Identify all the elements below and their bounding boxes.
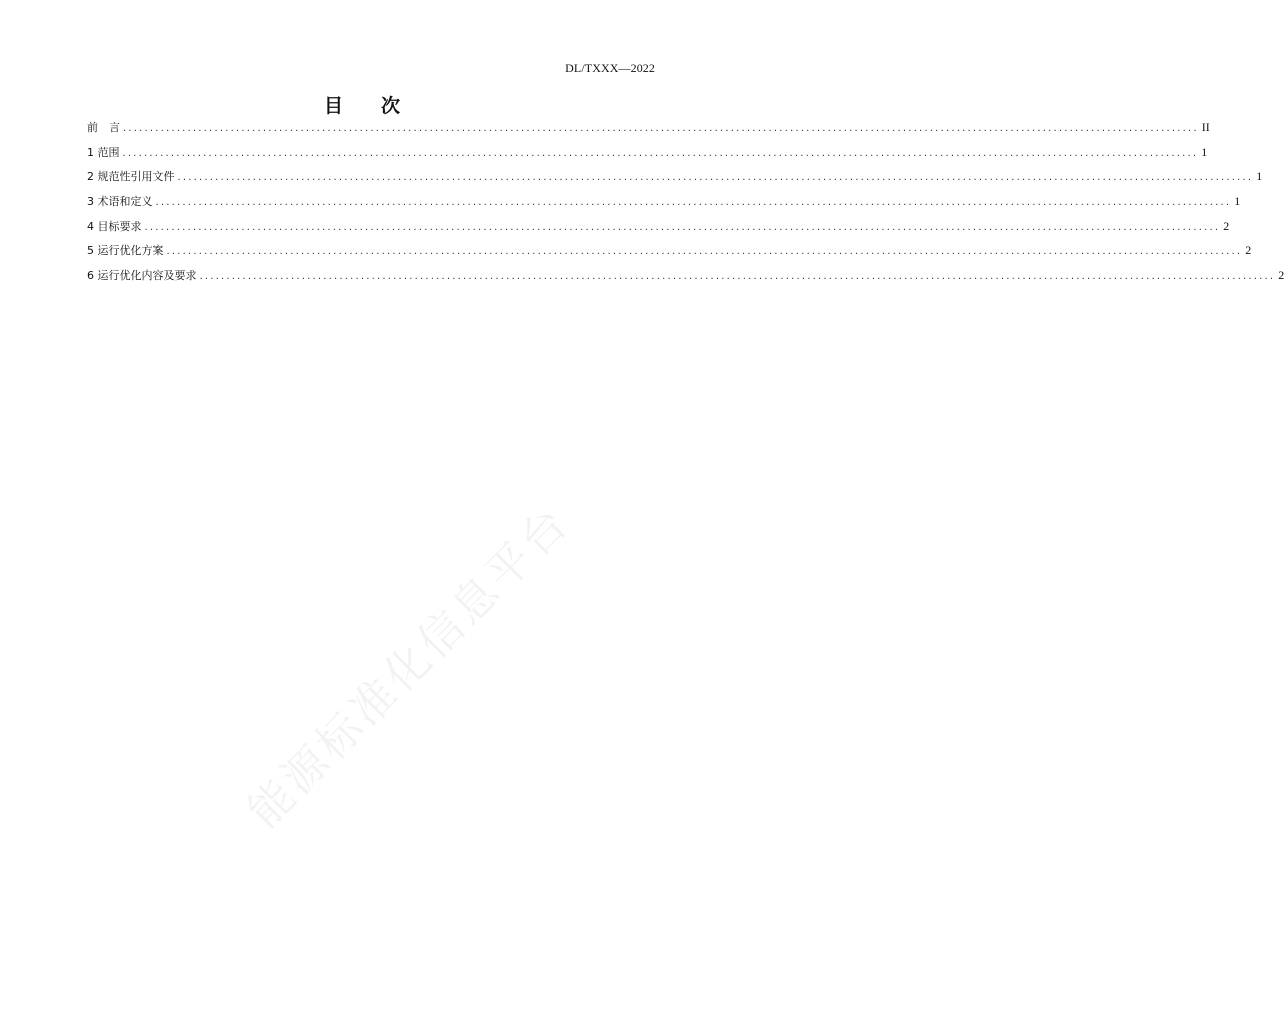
watermark: 能源标准化信息平台 xyxy=(238,496,580,838)
toc-entry-page: 1 xyxy=(1201,144,1208,159)
document-code: DL/TXXX—2022 xyxy=(565,61,655,75)
toc-leader-dots: ........................................................................................................................................................................................................ xyxy=(122,147,1199,159)
table-of-contents xyxy=(87,119,1284,292)
toc-leader-dots: ........................................................................................................................................................................................................ xyxy=(144,221,1221,233)
toc-title: 目 次 xyxy=(323,95,400,117)
toc-entry-page: 1 xyxy=(1234,194,1241,209)
toc-entry-label: 5 运行优化方案 xyxy=(87,244,164,258)
toc-entry-label: 3 术语和定义 xyxy=(87,195,153,209)
toc-entry-terms-definitions[interactable] xyxy=(87,193,1241,218)
toc-leader-dots: ........................................................................................................................................................................................................ xyxy=(123,123,1199,134)
toc-entry-page: 2 xyxy=(1245,243,1252,258)
toc-entry-normative-references[interactable] xyxy=(87,168,1263,193)
toc-entry-target-requirements[interactable] xyxy=(87,218,1230,243)
toc-entry-page: 2 xyxy=(1223,218,1230,233)
toc-leader-dots: ........................................................................................................................................................................................................ xyxy=(155,197,1232,209)
toc-entry-page: 2 xyxy=(1278,268,1284,283)
toc-entry-label: 1 范围 xyxy=(87,145,120,159)
toc-leader-dots: ........................................................................................................................................................................................................ xyxy=(166,246,1243,258)
toc-entry-optimization-content[interactable] xyxy=(87,267,1284,292)
toc-entry-label: 6 运行优化内容及要求 xyxy=(87,269,197,283)
toc-entry-foreword[interactable] xyxy=(87,119,1210,144)
toc-leader-dots: ........................................................................................................................................................................................................ xyxy=(199,271,1276,283)
toc-entry-page: II xyxy=(1201,120,1210,134)
toc-entry-optimization-scheme[interactable] xyxy=(87,242,1252,267)
toc-entry-scope[interactable] xyxy=(87,144,1208,169)
toc-entry-label: 4 目标要求 xyxy=(87,219,142,233)
toc-entry-label: 前 言 xyxy=(87,121,120,134)
toc-leader-dots: ........................................................................................................................................................................................................ xyxy=(177,172,1254,184)
toc-entry-page: 1 xyxy=(1256,169,1263,184)
toc-entry-label: 2 规范性引用文件 xyxy=(87,170,175,184)
